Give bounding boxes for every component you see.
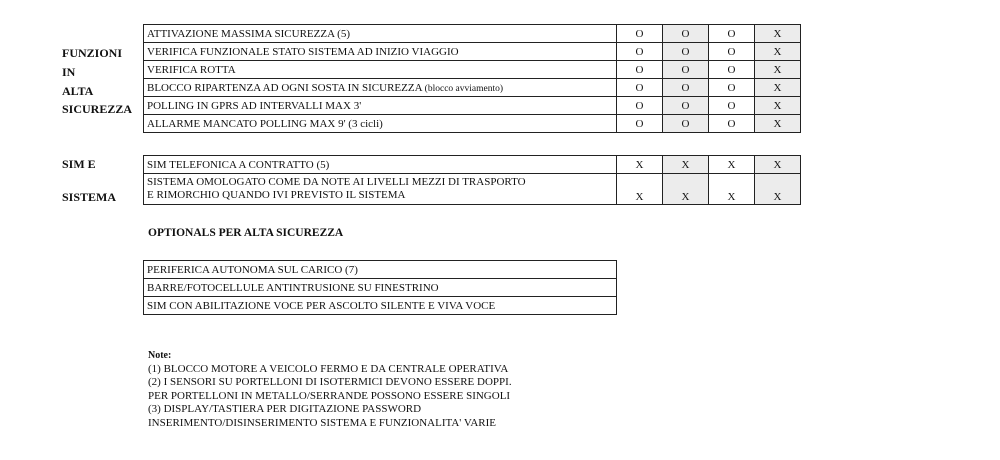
mark-cell: O [709, 79, 755, 97]
optional-item: PERIFERICA AUTONOMA SUL CARICO (7) [144, 261, 617, 279]
mark-cell: X [755, 43, 801, 61]
table-row [144, 79, 801, 97]
row-description-line-2: E RIMORCHIO QUANDO IVI PREVISTO IL SISTEMA [147, 189, 406, 201]
row-description [144, 174, 617, 205]
mark-cell: X [755, 79, 801, 97]
row-description: POLLING IN GPRS AD INTERVALLI MAX 3' [144, 97, 617, 115]
row-description-line-1: SISTEMA OMOLOGATO COME DA NOTE AI LIVELLI MEZZI DI TRASPORTO [147, 176, 526, 188]
mark-cell: O [663, 79, 709, 97]
sim-system-table [143, 155, 801, 205]
group-label-funzioni-4: SICUREZZA [62, 102, 133, 116]
note-line: INSERIMENTO/DISINSERIMENTO SISTEMA E FUNZIONALITA' VARIE [148, 416, 497, 429]
table-row [144, 174, 801, 205]
security-functions-table [143, 24, 801, 133]
optional-item: BARRE/FOTOCELLULE ANTINTRUSIONE SU FINESTRINO [144, 279, 617, 297]
mark-cell: O [617, 115, 663, 133]
mark-cell: X [663, 174, 709, 205]
group-label-funzioni-2: IN [62, 65, 76, 79]
mark-cell: O [617, 25, 663, 43]
group-label-sim-1: SIM E [62, 157, 96, 171]
row-description-main: BLOCCO RIPARTENZA AD OGNI SOSTA IN SICUREZZA [147, 81, 422, 94]
mark-cell: X [617, 156, 663, 174]
optionals-heading: OPTIONALS PER ALTA SICUREZZA [148, 227, 344, 239]
mark-cell: O [709, 25, 755, 43]
group-label-sim-2: SISTEMA [62, 190, 117, 204]
row-description-note: (blocco avviamento) [424, 83, 504, 94]
note-line: (1) BLOCCO MOTORE A VEICOLO FERMO E DA CENTRALE OPERATIVA [148, 362, 509, 375]
mark-cell: O [709, 97, 755, 115]
optionals-table [143, 260, 617, 315]
row-description: ATTIVAZIONE MASSIMA SICUREZZA (5) [144, 25, 617, 43]
mark-cell: O [663, 43, 709, 61]
group-label-funzioni-1: FUNZIONI [62, 46, 123, 60]
mark-cell: O [663, 61, 709, 79]
mark-cell: X [755, 97, 801, 115]
mark-cell: X [755, 156, 801, 174]
mark-cell: X [709, 174, 755, 205]
mark-cell: X [663, 156, 709, 174]
table-row [144, 115, 801, 133]
mark-cell: O [617, 61, 663, 79]
mark-cell: O [663, 97, 709, 115]
table-row [144, 261, 617, 279]
table-row [144, 156, 801, 174]
group-label-funzioni-3: ALTA [62, 84, 94, 98]
mark-cell: O [663, 115, 709, 133]
mark-cell: O [617, 97, 663, 115]
mark-cell: X [755, 174, 801, 205]
table-row [144, 297, 617, 315]
row-description: SIM TELEFONICA A CONTRATTO (5) [144, 156, 617, 174]
mark-cell: X [755, 61, 801, 79]
table-row [144, 279, 617, 297]
row-description: VERIFICA FUNZIONALE STATO SISTEMA AD INIZIO VIAGGIO [144, 43, 617, 61]
mark-cell: O [709, 61, 755, 79]
table-row [144, 43, 801, 61]
mark-cell: X [617, 174, 663, 205]
mark-cell: O [617, 79, 663, 97]
row-description: ALLARME MANCATO POLLING MAX 9' (3 cicli) [144, 115, 617, 133]
mark-cell: X [755, 115, 801, 133]
row-description: VERIFICA ROTTA [144, 61, 617, 79]
note-line: PER PORTELLONI IN METALLO/SERRANDE POSSONO ESSERE SINGOLI [148, 389, 511, 402]
mark-cell: O [709, 115, 755, 133]
notes-title: Note: [148, 350, 172, 361]
note-line: (3) DISPLAY/TASTIERA PER DIGITAZIONE PASSWORD [148, 403, 422, 415]
table-row [144, 97, 801, 115]
notes-block [148, 349, 512, 430]
mark-cell: X [709, 156, 755, 174]
row-description [144, 79, 617, 97]
mark-cell: O [709, 43, 755, 61]
mark-cell: X [755, 25, 801, 43]
note-line: (2) I SENSORI SU PORTELLONI DI ISOTERMICI DEVONO ESSERE DOPPI. [148, 376, 512, 388]
mark-cell: O [617, 43, 663, 61]
optional-item: SIM CON ABILITAZIONE VOCE PER ASCOLTO SILENTE E VIVA VOCE [144, 297, 617, 315]
table-row [144, 61, 801, 79]
table-row [144, 25, 801, 43]
mark-cell: O [663, 25, 709, 43]
